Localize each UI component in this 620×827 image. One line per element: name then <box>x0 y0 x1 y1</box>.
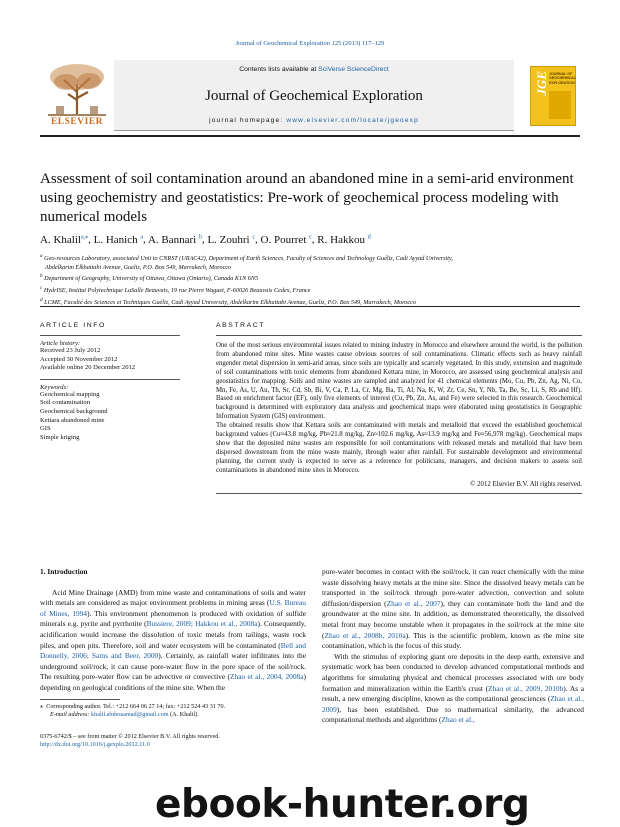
footnote <box>40 703 306 719</box>
author[interactable]: L. Zouhri $^c$ <box>207 233 256 246</box>
corresponding-author-note: ⁎ Corresponding author. Tel.: +212 664 06 27 14; fax: +212 524 43 31 70. <box>40 703 226 710</box>
masthead <box>40 60 580 128</box>
article-title: Assessment of soil contamination around an abandoned mine in a semi-arid environment using geochemistry and geostatistics: Pre-work of geochemical process modeling with numerical models <box>40 171 574 225</box>
keyword: Soil contamination <box>40 399 90 407</box>
affil-rule <box>40 306 580 307</box>
email-line: E-mail address: khalil.abdessamad@gmail.com (A. Khalil). <box>50 711 199 718</box>
abstract-paragraph: One of the most serious environmental issues related to mining industry in Morocco and elsewhere around the world, is the pollution from abandoned mine sites. Mine wastes cause obvious sources of soil contaminations. Climatic effects such as heavy rainfall engender metal dispersion in semi-arid areas, since soils are typically and scarcely vegetated. In this study, extension and magnitude of soil contaminations with toxic elements from abandoned Kettara mine, in Morocco, are assessed using geochemical analysis and geostatistics for mapping. Soils and mine wastes are sampled and analyzed for 41 chemical elements (Mo, Cu, Pb, Zn, Ag, Ni, Co, Mn, Fe, As, U, Au, Th, Sr, Cd, Sb, Bi, V, Ca, P, La, Cr, Mg, Ba, Ti, Al, Na, K, W, Zr, Ce, Sn, Y, Nb, Ta, Be, Sc, Li, S, Rb and Hf). Based on enrichment factor (EF), only five elements of interest (Cu, Pb, Zn, As, and Fe) were selected in this research. Geochemical background is determined with exploratory data analysis and geochemical maps were elaborated using geostatistics in Geographic Information System (GIS) environment. <box>216 342 582 421</box>
citation-link[interactable]: Bell and Donnelly, 2006; Sams and Beer, 2000 <box>40 640 306 661</box>
history-received: Received 23 July 2012 <box>40 347 101 354</box>
journal-banner <box>114 60 514 131</box>
sciencedirect-link[interactable]: SciVerse ScienceDirect <box>318 66 389 73</box>
citation-link[interactable]: Bussiere, 2009; Hakkou et al., 2008a <box>146 619 258 629</box>
divider <box>216 335 582 336</box>
divider <box>216 493 582 494</box>
publication-info <box>40 733 306 749</box>
citation-link[interactable]: Zhao et al., 2008b, 2010a <box>324 630 406 640</box>
author[interactable]: O. Pourret $^c$ <box>260 233 312 246</box>
history-accepted: Accepted 30 November 2012 <box>40 355 118 363</box>
affiliation: $^a$ Geo-resources Laboratory, associated Unit to CNRST (URAC42), Department of Earth Sciences, Faculty of Sciences and Technology Guéliz, Cadi Ayyad University, <box>40 253 453 263</box>
contents-prefix: Contents lists available at <box>239 66 319 73</box>
copyright-notice: © 2012 Elsevier B.V. All rights reserved. <box>470 480 582 488</box>
abstract-paragraph: The obtained results show that Kettara soils are contaminated with metals and metalloid that exceed the established geochemical background values (Cu≈43.8 mg/kg, Pb≈21.8 mg/kg, Zn≈102.6 mg/kg, As≈13.9 mg/kg and Fe≈56,978 mg/kg). Geochemical maps show that the deposited mine wastes are responsible for soil contaminations with released metals and metalloid that have been dispersed downstream from the mine waste mainly, through water after rainfall. For sustainable development and environmental planning, the current study is expected to serve as a reference for politicians, managers, and decision makers to assess soil contaminations in abandoned mine sites in Morocco. <box>216 422 582 474</box>
body-paragraph: Acid Mine Drainage (AMD) from mine waste and contaminations of soils and water with metals are considered as major environment problems in mining areas (U.S. Bureau of Mines, 1994). This environment phenomenon is produced with oxidation of sulfide minerals e.g. pyrite and pyrrhotite (Bussiere, 2009; Hakkou et al., 2008a). Consequently, acidification would increase the dissolution of toxic metals from tailings, waste rock piles, and open pits. Therefore, soil and water ecosystem will be contaminated (Bell and Donnelly, 2006; Sams and Beer, 2000). Certainly, as rainfall water infiltrates into the underground soil/rock, it can cause pore-water flow in the pore space of the soil/rock. The resulting pore-water flow can be advective or convective (Zhao et al., 2004, 2008a) depending on geological conditions of the mine site. When the <box>40 587 307 692</box>
affiliation: $^c$ HydrISE, Institut Polytechnique LaSalle Beauvais, 19 rue Pierre Waguet, F-60026 Beauvais Cedex, France <box>40 284 311 294</box>
divider <box>40 335 180 336</box>
citation-link[interactable]: Zhao et al., <box>441 715 475 725</box>
divider <box>40 379 180 380</box>
keyword: Kettara abandoned mine <box>40 416 105 424</box>
citation-link[interactable]: Zhao et al., 2009, 2010b <box>488 683 564 693</box>
citation-link[interactable]: U.S. Bureau of Mines, 1994 <box>40 598 306 618</box>
cover-graphic <box>549 91 571 119</box>
elsevier-tree-icon <box>46 62 108 116</box>
affiliations <box>40 252 580 307</box>
issn-line: 0375-6742/$ – see front matter © 2012 Elsevier B.V. All rights reserved. <box>40 733 220 740</box>
doi-link[interactable]: http://dx.doi.org/10.1016/j.gexplo.2012.11.0 <box>40 741 150 748</box>
cover-title: JOURNAL OF GEOCHEMICAL EXPLORATION <box>549 72 576 85</box>
journal-homepage <box>114 117 514 124</box>
article-info <box>40 322 180 442</box>
author[interactable]: L. Hanich $^a$ <box>93 233 144 246</box>
header-rule <box>40 135 580 137</box>
contents-line <box>114 66 514 73</box>
affiliation: $^d$ LCME, Faculté des Sciences et Techniques Guéliz, Cadi Ayyad University, Abdelkarim Elkhattabi Avenue, Gueliz, P.O. Box 549, Marrakech, Morocco <box>40 296 416 306</box>
body-left-column <box>40 567 306 694</box>
body-paragraph: With the stimulus of exploring giant ore deposits in the deep earth, extensive and systematic work has been conducted to develop advanced computational methods and algorithms for simulating physical and chemical processes associated with ore body formation and mineralization within the Earth's crust (Zhao et al., 2009, 2010b). As a result, a new emerging discipline, known as the computational geosciences (Zhao et al., 2009), has been established. Due to mathematical similarity, the advanced computational methods and algorithms (Zhao et al., <box>322 651 584 725</box>
author-list: A. Khalil$^{a,⁎}$, L. Hanich $^a$, A. Bannari $^b$, L. Zouhri $^c$, O. Pourret $^c$, R. Hakkou $^d$ <box>40 233 371 246</box>
article-info-heading: ARTICLE INFO <box>40 322 106 329</box>
publisher-wordmark: ELSEVIER <box>50 117 104 127</box>
footnote-rule <box>40 699 120 700</box>
keyword: Geochemical mapping <box>40 390 100 398</box>
author[interactable]: A. Khalil$^{a,⁎}$ <box>40 233 89 246</box>
section-heading: 1. Introduction <box>40 567 88 576</box>
journal-title: Journal of Geochemical Exploration <box>205 88 423 104</box>
history-online: Available online 20 December 2012 <box>40 364 136 372</box>
abstract <box>216 322 582 494</box>
cover-abbrev: JGE <box>534 71 549 96</box>
body-paragraph: pore-water becomes in contact with the soil/rock, it can react chemically with the mine waste dissolving heavy metals at the mine site. Since the dissolved heavy metals can be transported in the soil/rock through pore-water advection, convection and solute diffusion/dispersion (Zhao et al., 2007), they can contaminate both the land and the groundwater at the mine site. In addition, as demonstrated theoretically, the dissolved metal front may become unstable when it propagates in the soil/rock at the mine site (Zhao et al., 2008b, 2010a). This is the scientific problem, known as the mine site contamination, which is the focus of this study. <box>322 567 585 651</box>
citation-link[interactable]: Zhao et al., 2004, 2008a <box>229 672 304 682</box>
journal-cover-image[interactable] <box>530 66 576 126</box>
author[interactable]: R. Hakkou $^d$ <box>317 233 371 246</box>
citation-link[interactable]: Zhao et al., 2007 <box>386 598 441 608</box>
watermark: ebook-hunter.org <box>155 782 530 827</box>
keyword: Simple kriging <box>40 433 80 441</box>
keywords-heading: Keywords: <box>40 383 69 391</box>
body-right-column <box>322 567 584 726</box>
homepage-link[interactable]: www.elsevier.com/locate/jgeoexp <box>286 117 419 124</box>
citation-link[interactable]: Zhao et al., 2009 <box>322 694 584 714</box>
elsevier-logo[interactable] <box>40 60 114 130</box>
keyword: Geochemical background <box>40 407 108 415</box>
abstract-heading: ABSTRACT <box>216 322 266 329</box>
keyword: GIS <box>40 425 51 433</box>
author[interactable]: A. Bannari $^b$ <box>147 233 202 246</box>
affiliation: $^b$ Department of Geography, University of Ottawa, Ottawa (Ontario), Canada K1N 6N5 <box>40 273 259 283</box>
history-heading: Article history: <box>40 340 81 347</box>
homepage-prefix: journal homepage: <box>209 117 287 124</box>
email-link[interactable]: khalil.abdessamad@gmail.com <box>91 711 169 718</box>
journal-reference[interactable]: Journal of Geochemical Exploration 125 (2013) 117–129 <box>235 40 385 47</box>
affiliation: Abdelkarim Elkhattabi Avenue, Gueliz, P.O. Box 549, Marrakech, Morocco <box>45 263 232 271</box>
